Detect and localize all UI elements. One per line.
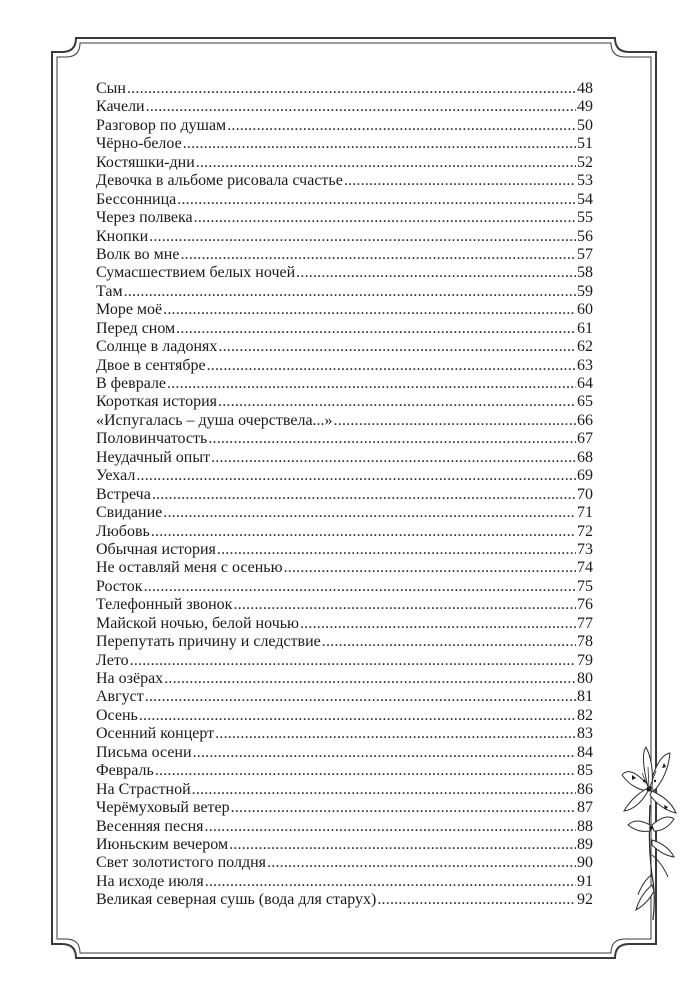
toc-entry-page-number: 92 <box>577 891 593 909</box>
toc-entry <box>96 117 593 135</box>
toc-dot-leader <box>163 504 576 522</box>
toc-entry-page-number: 73 <box>577 540 593 558</box>
toc-entry-title: Лето <box>96 651 129 669</box>
toc-entry-title: Двое в сентябре <box>96 356 206 374</box>
toc-entry-page-number: 63 <box>577 356 593 374</box>
toc-entry-title: Встреча <box>96 485 151 503</box>
toc-entry-title: На Страстной <box>96 780 191 798</box>
toc-entry-page-number: 64 <box>577 375 593 392</box>
toc-dot-leader <box>211 449 576 467</box>
toc-dot-leader <box>322 633 576 651</box>
toc-entry-page-number: 57 <box>577 245 593 263</box>
toc-entry <box>96 818 593 836</box>
toc-entry-title: Разговор по душам <box>96 116 227 134</box>
toc-dot-leader <box>152 486 576 504</box>
toc-entry-page-number: 54 <box>577 190 593 208</box>
toc-entry-page-number: 72 <box>577 522 593 540</box>
toc-dot-leader <box>284 559 576 577</box>
toc-entry-page-number: 77 <box>577 614 593 632</box>
toc-entry-page-number: 88 <box>577 817 593 835</box>
toc-entry-title: Половинчатость <box>96 430 208 448</box>
toc-entry <box>96 854 593 872</box>
toc-entry-title: Перед сном <box>96 319 176 337</box>
toc-dot-leader <box>177 191 576 209</box>
toc-entry <box>96 652 593 670</box>
toc-entry <box>96 725 593 743</box>
lily-flower-icon <box>618 745 678 920</box>
toc-entry-title: Сын <box>96 80 126 97</box>
toc-entry-page-number: 52 <box>577 153 593 171</box>
toc-entry <box>96 430 593 448</box>
toc-entry-title: Волк во мне <box>96 245 180 263</box>
toc-dot-leader <box>377 891 576 909</box>
toc-entry-title: На исходе июля <box>96 872 204 890</box>
toc-entry-title: Росток <box>96 577 143 595</box>
toc-entry <box>96 670 593 688</box>
toc-entry <box>96 467 593 485</box>
toc-entry-title: Кнопки <box>96 227 149 245</box>
toc-entry-title: Уехал <box>96 467 136 485</box>
toc-entry <box>96 449 593 467</box>
toc-entry-page-number: 79 <box>577 651 593 669</box>
toc-dot-leader <box>217 541 576 559</box>
toc-dot-leader <box>205 873 576 891</box>
toc-entry-page-number: 76 <box>577 596 593 614</box>
toc-entry <box>96 873 593 891</box>
toc-dot-leader <box>183 135 576 153</box>
toc-entry <box>96 541 593 559</box>
toc-entry-page-number: 65 <box>577 393 593 411</box>
toc-entry-title: Чёрно-белое <box>96 135 182 153</box>
toc-dot-leader <box>215 725 576 743</box>
toc-entry-title: Телефонный звонок <box>96 596 233 614</box>
toc-entry-title: Весенняя песня <box>96 817 204 835</box>
toc-entry <box>96 633 593 651</box>
toc-dot-leader <box>207 357 576 375</box>
toc-entry-title: Сумасшествием белых ночей <box>96 264 296 282</box>
toc-entry-page-number: 87 <box>577 799 593 817</box>
toc-entry-page-number: 91 <box>577 872 593 890</box>
toc-entry-title: В феврале <box>96 375 167 392</box>
toc-entry-title: Море моё <box>96 301 163 319</box>
toc-entry-title: Письма осени <box>96 743 192 761</box>
toc-dot-leader <box>296 264 576 282</box>
toc-dot-leader <box>144 578 576 596</box>
toc-entry-title: Через полвека <box>96 209 193 227</box>
toc-entry <box>96 486 593 504</box>
toc-entry-page-number: 49 <box>577 98 593 116</box>
toc-entry <box>96 688 593 706</box>
toc-entry-title: Свидание <box>96 504 163 522</box>
toc-entry-title: Осень <box>96 706 138 724</box>
toc-entry <box>96 80 593 98</box>
toc-entry <box>96 781 593 799</box>
toc-entry-title: Качели <box>96 98 145 116</box>
toc-entry-page-number: 51 <box>577 135 593 153</box>
toc-entry-title: Бессонница <box>96 190 177 208</box>
toc-entry-title: Майской ночью, белой ночью <box>96 614 299 632</box>
toc-entry-title: Костяшки-дни <box>96 153 195 171</box>
toc-dot-leader <box>127 80 576 98</box>
toc-dot-leader <box>196 154 576 172</box>
toc-entry-page-number: 84 <box>577 743 593 761</box>
toc-dot-leader <box>146 98 576 116</box>
toc-entry <box>96 228 593 246</box>
toc-dot-leader <box>176 320 576 338</box>
toc-entry <box>96 578 593 596</box>
toc-entry-title: Там <box>96 282 123 300</box>
toc-dot-leader <box>194 209 576 227</box>
toc-entry <box>96 320 593 338</box>
toc-dot-leader <box>155 762 576 780</box>
toc-entry-title: Февраль <box>96 762 154 780</box>
toc-entry-page-number: 59 <box>577 282 593 300</box>
toc-entry-title: Август <box>96 688 144 706</box>
toc-entry-title: Короткая история <box>96 393 218 411</box>
toc-dot-leader <box>130 652 576 670</box>
toc-entry-page-number: 58 <box>577 264 593 282</box>
toc-entry-page-number: 83 <box>577 725 593 743</box>
toc-entry-page-number: 90 <box>577 854 593 872</box>
toc-entry-page-number: 86 <box>577 780 593 798</box>
toc-entry-page-number: 75 <box>577 577 593 595</box>
toc-dot-leader <box>151 523 576 541</box>
toc-entry-title: Июньским вечером <box>96 835 229 853</box>
toc-entry-title: «Испугалась – душа очерствела...» <box>96 411 333 429</box>
toc-entry-page-number: 89 <box>577 835 593 853</box>
toc-entry <box>96 412 593 430</box>
toc-dot-leader <box>218 338 576 356</box>
toc-entry <box>96 836 593 854</box>
toc-entry-title: Великая северная сушь (вода для старух) <box>96 891 377 909</box>
toc-entry-title: Девочка в альбоме рисовала счастье <box>96 172 343 190</box>
toc-dot-leader <box>229 836 576 854</box>
toc-entry-title: Осенний концерт <box>96 725 215 743</box>
toc-entry <box>96 357 593 375</box>
toc-dot-leader <box>208 430 576 448</box>
toc-entry-page-number: 62 <box>577 338 593 356</box>
toc-entry-page-number: 55 <box>577 209 593 227</box>
toc-dot-leader <box>149 228 576 246</box>
toc-entry <box>96 523 593 541</box>
toc-entry-page-number: 66 <box>577 411 593 429</box>
toc-dot-leader <box>334 412 576 430</box>
toc-entry-page-number: 50 <box>577 116 593 134</box>
toc-entry-page-number: 82 <box>577 706 593 724</box>
toc-entry <box>96 799 593 817</box>
toc-dot-leader <box>344 172 576 190</box>
toc-entry-page-number: 71 <box>577 504 593 522</box>
toc-entry-title: Черёмуховый ветер <box>96 799 230 817</box>
toc-entry-page-number: 60 <box>577 301 593 319</box>
toc-entry <box>96 191 593 209</box>
toc-entry <box>96 172 593 190</box>
toc-entry <box>96 246 593 264</box>
toc-entry-page-number: 78 <box>577 633 593 651</box>
toc-entry-page-number: 61 <box>577 319 593 337</box>
toc-entry-page-number: 67 <box>577 430 593 448</box>
toc-entry-title: Обычная история <box>96 540 216 558</box>
toc-entry <box>96 301 593 319</box>
toc-entry-title: Свет золотистого полдня <box>96 854 267 872</box>
toc-entry <box>96 135 593 153</box>
toc-dot-leader <box>205 818 577 836</box>
toc-entry <box>96 744 593 762</box>
toc-entry <box>96 707 593 725</box>
toc-entry <box>96 375 593 393</box>
toc-entry-title: Перепутать причину и следствие <box>96 633 321 651</box>
toc-dot-leader <box>167 375 576 393</box>
toc-entry-page-number: 81 <box>577 688 593 706</box>
toc-entry-page-number: 70 <box>577 485 593 503</box>
toc-entry-title: Солнце в ладонях <box>96 338 218 356</box>
toc-entry-page-number: 85 <box>577 762 593 780</box>
toc-entry <box>96 264 593 282</box>
toc-entry-page-number: 74 <box>577 559 593 577</box>
toc-dot-leader <box>145 688 576 706</box>
toc-entry <box>96 891 593 909</box>
toc-entry-title: Неудачный опыт <box>96 448 211 466</box>
toc-entry <box>96 559 593 577</box>
toc-entry-page-number: 68 <box>577 448 593 466</box>
toc-dot-leader <box>136 467 576 485</box>
toc-entry-page-number: 80 <box>577 670 593 687</box>
toc-dot-leader <box>267 854 576 872</box>
toc-entry <box>96 762 593 780</box>
toc-entry-page-number: 48 <box>577 80 593 97</box>
toc-entry <box>96 283 593 301</box>
toc-entry <box>96 596 593 614</box>
toc-dot-leader <box>164 670 576 688</box>
toc-entry <box>96 393 593 411</box>
toc-dot-leader <box>218 393 576 411</box>
toc-dot-leader <box>180 246 576 264</box>
toc-dot-leader <box>300 615 576 633</box>
toc-entry-title: Не оставляй меня с осенью <box>96 559 283 577</box>
toc-entry-title: Любовь <box>96 522 150 540</box>
toc-entry <box>96 504 593 522</box>
table-of-contents <box>96 80 593 910</box>
toc-entry <box>96 154 593 172</box>
toc-dot-leader <box>124 283 576 301</box>
toc-entry-page-number: 53 <box>577 172 593 190</box>
toc-dot-leader <box>233 596 576 614</box>
toc-entry <box>96 615 593 633</box>
toc-entry <box>96 98 593 116</box>
toc-dot-leader <box>193 744 576 762</box>
toc-dot-leader <box>139 707 576 725</box>
toc-entry-title: На озёрах <box>96 670 164 687</box>
toc-dot-leader <box>227 117 576 135</box>
toc-entry <box>96 209 593 227</box>
toc-dot-leader <box>231 799 576 817</box>
toc-entry-page-number: 56 <box>577 227 593 245</box>
toc-dot-leader <box>163 301 576 319</box>
toc-dot-leader <box>192 781 576 799</box>
toc-entry <box>96 338 593 356</box>
toc-entry-page-number: 69 <box>577 467 593 485</box>
